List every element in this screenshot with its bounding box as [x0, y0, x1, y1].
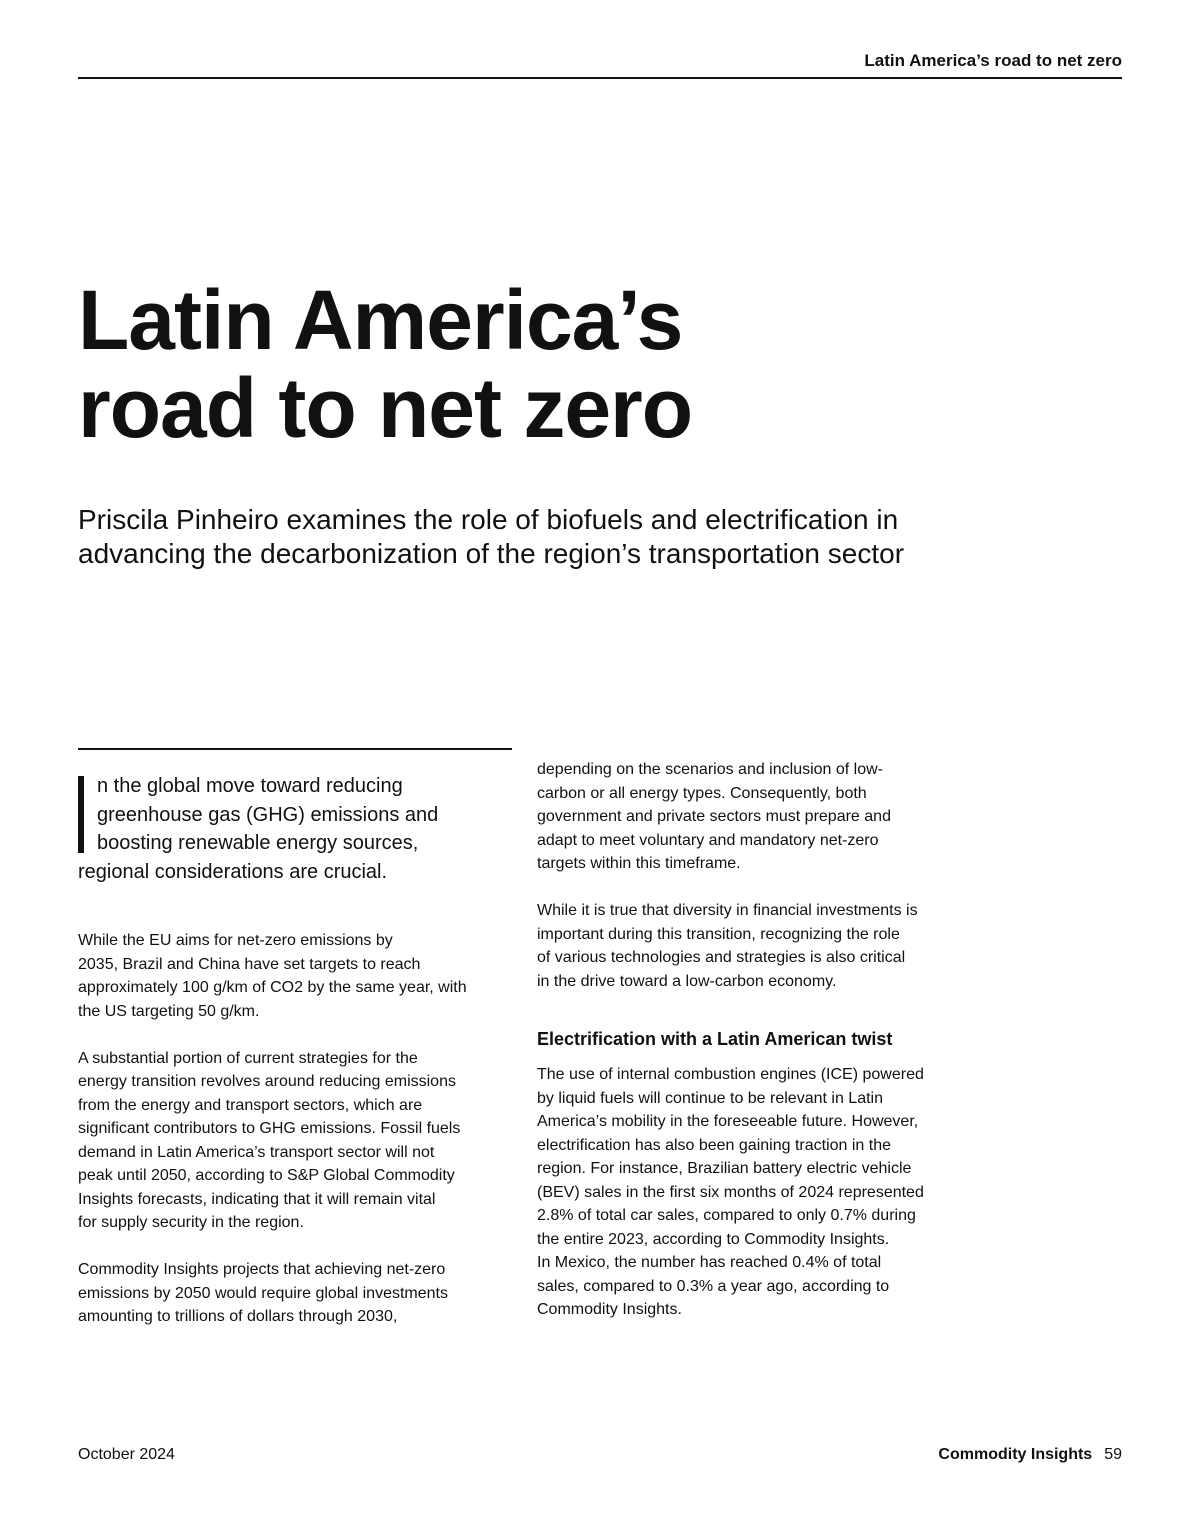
text-line: region. For instance, Brazilian battery electric vehicle: [537, 1160, 912, 1177]
left-column: [78, 748, 512, 1329]
intro-paragraph: [78, 772, 512, 886]
text-line: in the drive toward a low-carbon economy.: [537, 972, 837, 990]
text-line: peak until 2050, according to S&P Global Commodity: [78, 1167, 455, 1184]
text-line: for supply security in the region.: [78, 1214, 304, 1231]
text-line: significant contributors to GHG emissions. Fossil fuels: [78, 1120, 461, 1137]
subtitle-line: Priscila Pinheiro examines the role of biofuels and electrification in: [78, 504, 899, 535]
text-line: Commodity Insights projects that achieving net-zero: [78, 1261, 446, 1278]
body-paragraph: [537, 899, 977, 993]
text-line: While the EU aims for net-zero emissions by: [78, 932, 393, 949]
footer-brand: Commodity Insights: [938, 1446, 1093, 1463]
body-paragraph: [78, 929, 512, 1023]
text-line: amounting to trillions of dollars through 2030,: [78, 1308, 398, 1325]
right-column: [537, 748, 977, 1322]
text-line: (BEV) sales in the first six months of 2024 represented: [537, 1183, 924, 1201]
intro-line: boosting renewable energy sources,: [97, 832, 419, 854]
text-line: adapt to meet voluntary and mandatory net-zero: [537, 831, 879, 849]
article-title: [78, 273, 693, 455]
text-line: America’s mobility in the foreseeable future. However,: [537, 1113, 919, 1130]
text-line: depending on the scenarios and inclusion of low-: [537, 761, 884, 778]
text-line: emissions by 2050 would require global investments: [78, 1284, 448, 1302]
text-line: important during this transition, recognizing the role: [537, 925, 900, 943]
footer-date: October 2024: [78, 1446, 175, 1463]
text-line: government and private sectors must prepare and: [537, 808, 891, 825]
text-line: Insights forecasts, indicating that it will remain vital: [78, 1190, 436, 1208]
subtitle-line: advancing the decarbonization of the region’s transportation sector: [78, 538, 905, 569]
text-line: targets within this timeframe.: [537, 855, 741, 872]
text-line: approximately 100 g/km of CO2 by the same year, with: [78, 979, 467, 996]
intro-line: greenhouse gas (GHG) emissions and: [97, 803, 439, 826]
body-paragraph: [537, 758, 977, 876]
body-paragraph: [78, 1258, 512, 1329]
title-line: Latin America’s: [78, 273, 683, 367]
intro-line: regional considerations are crucial.: [78, 860, 388, 883]
text-line: Commodity Insights.: [537, 1301, 682, 1318]
body-paragraph: [537, 1063, 977, 1322]
text-line: While it is true that diversity in financial investments is: [537, 902, 918, 919]
text-line: energy transition revolves around reducing emissions: [78, 1073, 456, 1090]
text-line: sales, compared to 0.3% a year ago, according to: [537, 1277, 890, 1295]
text-line: A substantial portion of current strategies for the: [78, 1049, 418, 1067]
running-header: Latin America’s road to net zero: [78, 50, 1122, 79]
text-line: 2.8% of total car sales, compared to only 0.7% during: [537, 1207, 916, 1224]
drop-cap-bar: [78, 776, 84, 853]
text-line: by liquid fuels will continue to be relevant in Latin: [537, 1089, 883, 1107]
section-heading: Electrification with a Latin American twist: [537, 1029, 893, 1049]
text-line: electrification has also been gaining traction in the: [537, 1136, 891, 1154]
page-number: 59: [1104, 1446, 1122, 1463]
footer-publication: [938, 1444, 1122, 1466]
body-paragraph: [78, 1047, 512, 1235]
text-line: The use of internal combustion engines (ICE) powered: [537, 1066, 924, 1083]
text-line: the entire 2023, according to Commodity Insights.: [537, 1230, 890, 1248]
article-subtitle: [78, 503, 1078, 571]
text-line: the US targeting 50 g/km.: [78, 1002, 260, 1020]
text-line: from the energy and transport sectors, which are: [78, 1096, 423, 1114]
text-line: In Mexico, the number has reached 0.4% of total: [537, 1254, 882, 1271]
text-line: carbon or all energy types. Consequently, both: [537, 784, 867, 802]
text-line: demand in Latin America’s transport sector will not: [78, 1143, 435, 1161]
intro-line: n the global move toward reducing: [97, 775, 403, 797]
text-line: of various technologies and strategies is also critical: [537, 949, 906, 966]
title-line: road to net zero: [78, 361, 693, 455]
text-line: 2035, Brazil and China have set targets to reach: [78, 955, 421, 973]
